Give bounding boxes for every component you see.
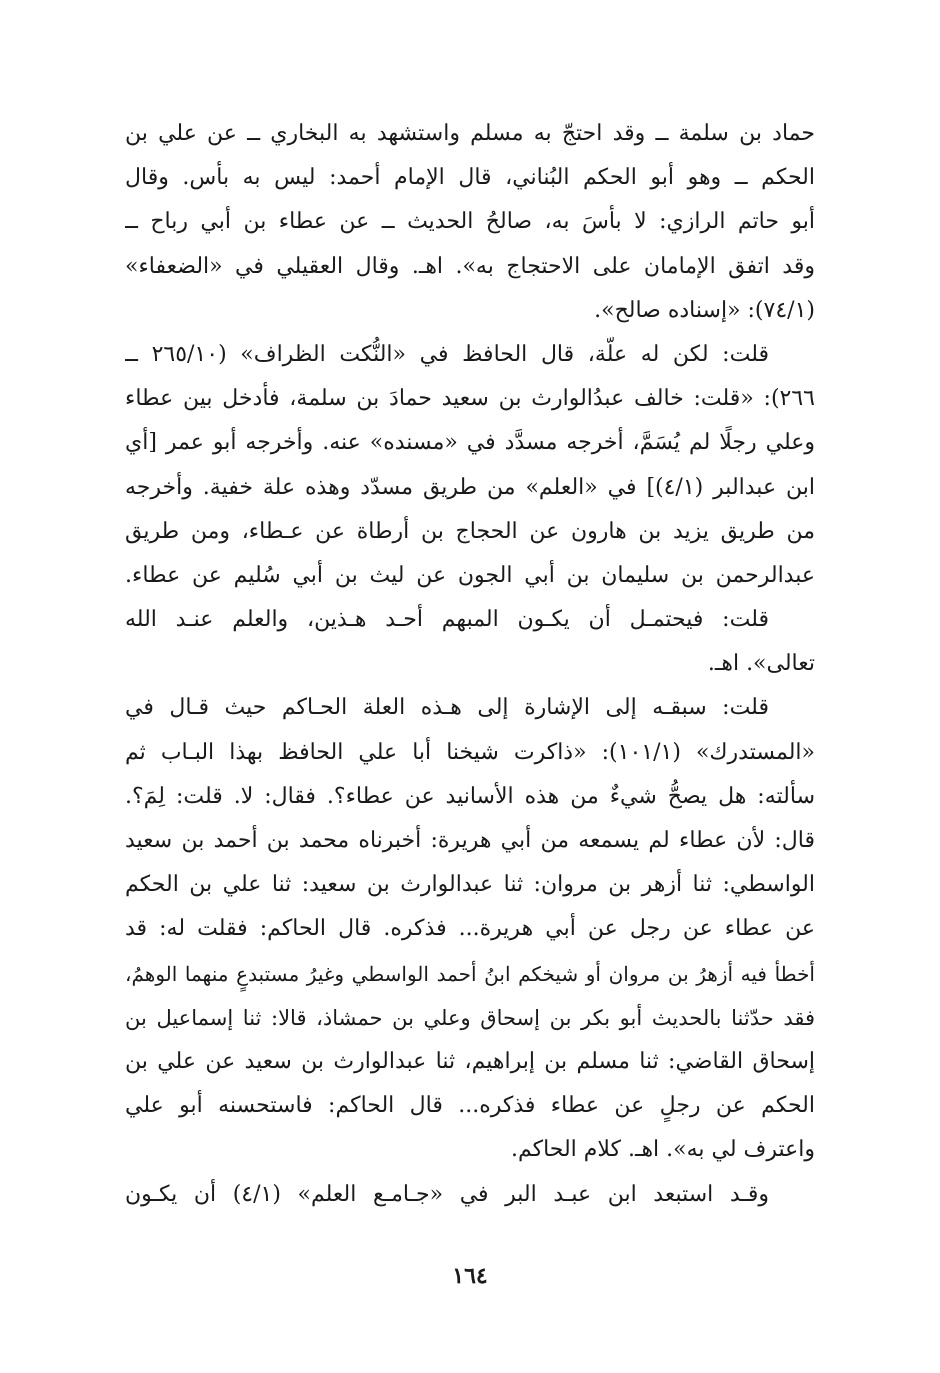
text-line: ٢٦٦): «قلت: خالف عبدُالوارث بن سعيد حمادَ بن سلمة، فأدخل بين عطاء [125, 386, 815, 412]
text-line: وعلي رجلًا لم يُسَمَّ، أخرجه مسدَّد في «مسنده» عنه. وأخرجه أبو عمر [أي [125, 430, 815, 456]
text-line: أخطأ فيه أزهرُ بن مروان أو شيخكم ابنُ أحمد الواسطي وغيرُ مستبدعٍ منهما الوهمُ، [125, 961, 815, 986]
text-line: عبدالرحمن بن سليمان بن أبي الجون عن ليث بن أبي سُليم عن عطاء. [125, 562, 815, 588]
text-line: أبو حاتم الرازي: لا بأسَ به، صالحُ الحديث ــ عن عطاء بن أبي رباح ــ [125, 209, 815, 235]
text-line: تعالى». اهـ. [707, 651, 815, 677]
text-line: قلت: فيحتمـل أن يكـون المبهم أحـد هـذين، والعلم عنـد الله [125, 607, 769, 633]
text-line: عن عطاء عن رجل عن أبي هريرة... فذكره. قال الحاكم: فقلت له: قد [125, 916, 815, 942]
text-line: إسحاق القاضي: ثنا مسلم بن إبراهيم، ثنا عبدالوارث بن سعيد عن علي بن [125, 1048, 815, 1074]
body-text [125, 112, 815, 1217]
text-line: ابن عبدالبر (٤/١)] في «العلم» من طريق مسدّد وهذه علة خفية. وأخرجه [125, 474, 815, 500]
text-line: واعترف لي به». اهـ. كلام الحاكم. [510, 1137, 815, 1163]
text-line: سألته: هل يصحُّ شيءٌ من هذه الأسانيد عن عطاء؟. فقال: لا. قلت: لِمَ؟. [125, 783, 815, 809]
text-line: الحكم عن رجلٍ عن عطاء فذكره... قال الحاكم: فاستحسنه أبو علي [125, 1093, 815, 1119]
text-line: من طريق يزيد بن هارون عن الحجاج بن أرطاة عن عـطاء، ومن طريق [125, 518, 815, 544]
text-line: الواسطي: ثنا أزهر بن مروان: ثنا عبدالوارث بن سعيد: ثنا علي بن الحكم [125, 872, 815, 898]
text-line: قلت: سبقـه إلى الإشارة إلى هـذه العلة الحـاكم حيث قـال في [125, 695, 769, 721]
text-line: وقد اتفق الإمامان على الاحتجاج به». اهـ. وقال العقيلي في «الضعفاء» [125, 253, 815, 279]
text-line: قلت: لكن له علّة، قال الحافظ في «النُّكت الظراف» (٢٦٥/١٠ ــ [125, 341, 769, 367]
text-line: (٧٤/١): «إسناده صالح». [594, 297, 815, 323]
page-number: ١٦٤ [452, 1263, 488, 1289]
text-line: فقد حدّثنا بالحديث أبو بكر بن إسحاق وعلي بن حمشاذ، قالا: ثنا إسماعيل بن [125, 1005, 815, 1030]
text-line: وقـد استبعد ابن عبـد البر في «جـامـع العلم» (٤/١) أن يكـون [125, 1181, 770, 1207]
text-line: قال: لأن عطاء لم يسمعه من أبي هريرة: أخبرناه محمد بن أحمد بن سعيد [125, 828, 815, 853]
text-line: الحكم ــ وهو أبو الحكم البُناني، قال الإمام أحمد: ليس به بأس. وقال [125, 165, 815, 191]
text-line: «المستدرك» (١٠١/١): «ذاكرت شيخنا أبا علي الحافظ بهذا البـاب ثم [125, 739, 815, 765]
text-line: حماد بن سلمة ــ وقد احتجّ به مسلم واستشهد به البخاري ــ عن علي بن [125, 121, 815, 146]
